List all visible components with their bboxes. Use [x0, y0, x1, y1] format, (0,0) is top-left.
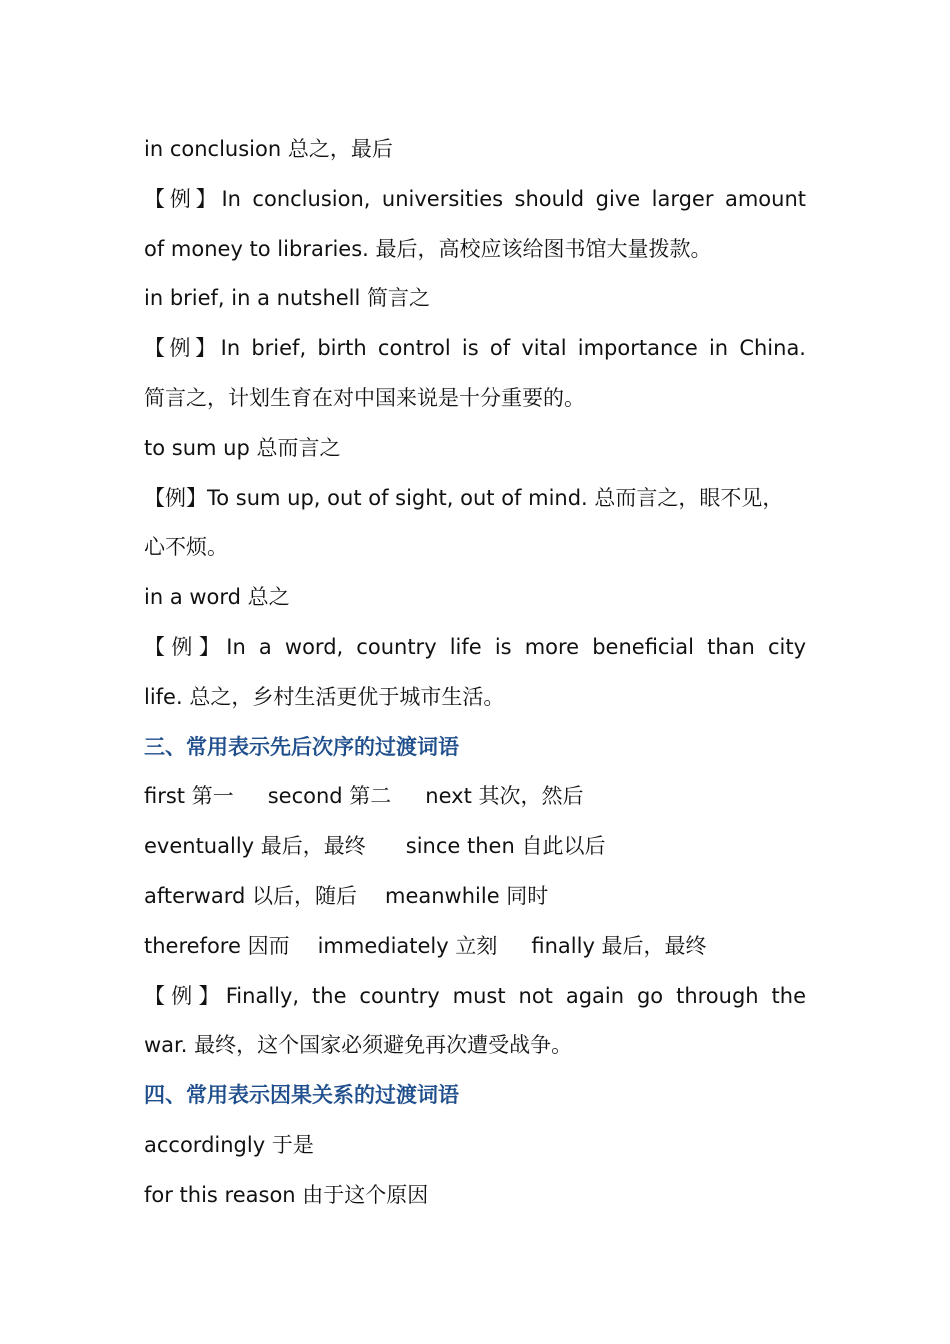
term: finally 最后，最终	[531, 933, 707, 958]
term: therefore 因而	[144, 933, 290, 958]
term: afterward 以后，随后	[144, 883, 357, 908]
example-line: of money to libraries. 最后，高校应该给图书馆大量拨款。	[144, 236, 712, 261]
example-line: 【例】In conclusion, universities should give larger amount	[144, 186, 806, 211]
term: first 第一	[144, 784, 234, 809]
term-line: in a word 总之	[144, 585, 290, 610]
example-line: 心不烦。	[144, 535, 228, 560]
example-line: war. 最终，这个国家必须避免再次遭受战争。	[144, 1033, 573, 1058]
term-line: accordingly 于是	[144, 1132, 314, 1157]
term-row	[144, 772, 806, 822]
term: next 其次，然后	[425, 784, 584, 809]
term: second 第二	[267, 784, 392, 809]
example-line: 【例】Finally, the country must not again go through the	[144, 983, 806, 1008]
term-line: to sum up 总而言之	[144, 435, 341, 460]
section-heading: 四、常用表示因果关系的过渡词语	[144, 1083, 459, 1108]
term-line: in brief, in a nutshell 简言之	[144, 286, 431, 311]
example-line: 【例】To sum up, out of sight, out of mind. 总而言之，眼不见，	[144, 485, 784, 510]
term-row	[144, 872, 806, 922]
section-heading: 三、常用表示先后次序的过渡词语	[144, 734, 459, 759]
term: immediately 立刻	[317, 933, 498, 958]
document-page	[144, 125, 806, 1221]
term: since then 自此以后	[405, 834, 606, 859]
term-line: in conclusion 总之，最后	[144, 137, 393, 161]
example-line: life. 总之，乡村生活更优于城市生活。	[144, 684, 505, 709]
term-line: for this reason 由于这个原因	[144, 1182, 429, 1207]
example-line: 【例】In a word, country life is more beneficial than city	[144, 634, 806, 659]
term-row	[144, 822, 806, 872]
term-row	[144, 922, 806, 972]
example-line: 【例】In brief, birth control is of vital importance in China.	[144, 336, 806, 361]
term: eventually 最后，最终	[144, 834, 366, 859]
example-line: 简言之，计划生育在对中国来说是十分重要的。	[144, 385, 585, 410]
term: meanwhile 同时	[385, 883, 549, 908]
